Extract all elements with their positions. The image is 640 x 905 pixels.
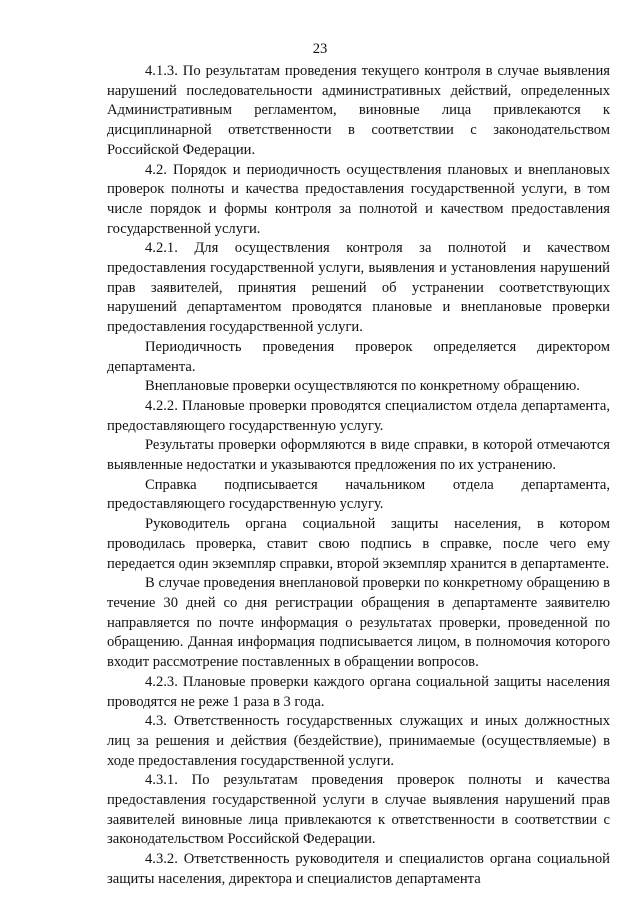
paragraph-4-2: 4.2. Порядок и периодичность осуществления плановых и внеплановых проверок полноты и качества предоставления государственной услуги, в том числе порядок и формы контроля за полнотой и качеством предоставления государственной услуги. xyxy=(107,161,610,237)
paragraph-unscheduled: Внеплановые проверки осуществляются по конкретному обращению. xyxy=(145,378,580,395)
paragraph-results: Результаты проверки оформляются в виде справки, в которой отмечаются выявленные недостатки и указываются предложения по их устранению. xyxy=(107,437,610,474)
paragraph-unscheduled-check: В случае проведения внеплановой проверки по конкретному обращению в течение 30 дней со дня регистрации обращения в департаменте заявителю направляется по почте информация о результатах проверки, проведенной по обращению. Данная информация подписывается лицом, в полномочия которого входит рассмотрение поставленных в обращении вопросов. xyxy=(107,575,610,671)
paragraph-4-3-1: 4.3.1. По результатам проведения проверок полноты и качества предоставления государственной услуги в случае выявления нарушений прав заявителей виновные лица привлекаются к ответственности в соответствии с законодательством Российской Федерации. xyxy=(107,772,610,848)
paragraph-4-2-1: 4.2.1. Для осуществления контроля за полнотой и качеством предоставления государственной услуги, выявления и установления нарушений прав заявителей, принятия решений об устранении соответствующих нарушений департаментом проводятся плановые и внеплановые проверки предоставления государственной услуги. xyxy=(107,240,610,336)
paragraph-4-2-2: 4.2.2. Плановые проверки проводятся специалистом отдела департамента, предоставляющего государственную услугу. xyxy=(107,397,610,434)
paragraph-4-3-2: 4.3.2. Ответственность руководителя и специалистов органа социальной защиты населения, директора и специалистов департамента xyxy=(107,851,610,887)
paragraph-4-2-3: 4.2.3. Плановые проверки каждого органа социальной защиты населения проводятся не реже 1 раза в 3 года. xyxy=(107,673,610,710)
paragraph-4-3: 4.3. Ответственность государственных служащих и иных должностных лиц за решения и действия (бездействие), принимаемые (осуществляемые) в ходе предоставления государственной услуги. xyxy=(107,713,610,769)
paragraph-4-1-3: 4.1.3. По результатам проведения текущего контроля в случае выявления нарушений последовательности административных действий, определенных Административным регламентом, виновные лица привлекаются к дисциплинарной ответственности в соответствии с законодательством Российской Федерации. xyxy=(107,63,610,158)
paragraph-head-signature: Руководитель органа социальной защиты населения, в котором проводилась проверка, ставит свою подпись в справке, после чего ему передается один экземпляр справки, второй экземпляр хранится в департаменте. xyxy=(107,516,610,572)
paragraph-periodicity: Периодичность проведения проверок определяется директором департамента. xyxy=(107,338,610,375)
paragraph-certificate: Справка подписывается начальником отдела департамента, предоставляющего государственную услугу. xyxy=(107,476,610,513)
page-number: 23 xyxy=(312,41,328,57)
document-body xyxy=(107,62,610,890)
